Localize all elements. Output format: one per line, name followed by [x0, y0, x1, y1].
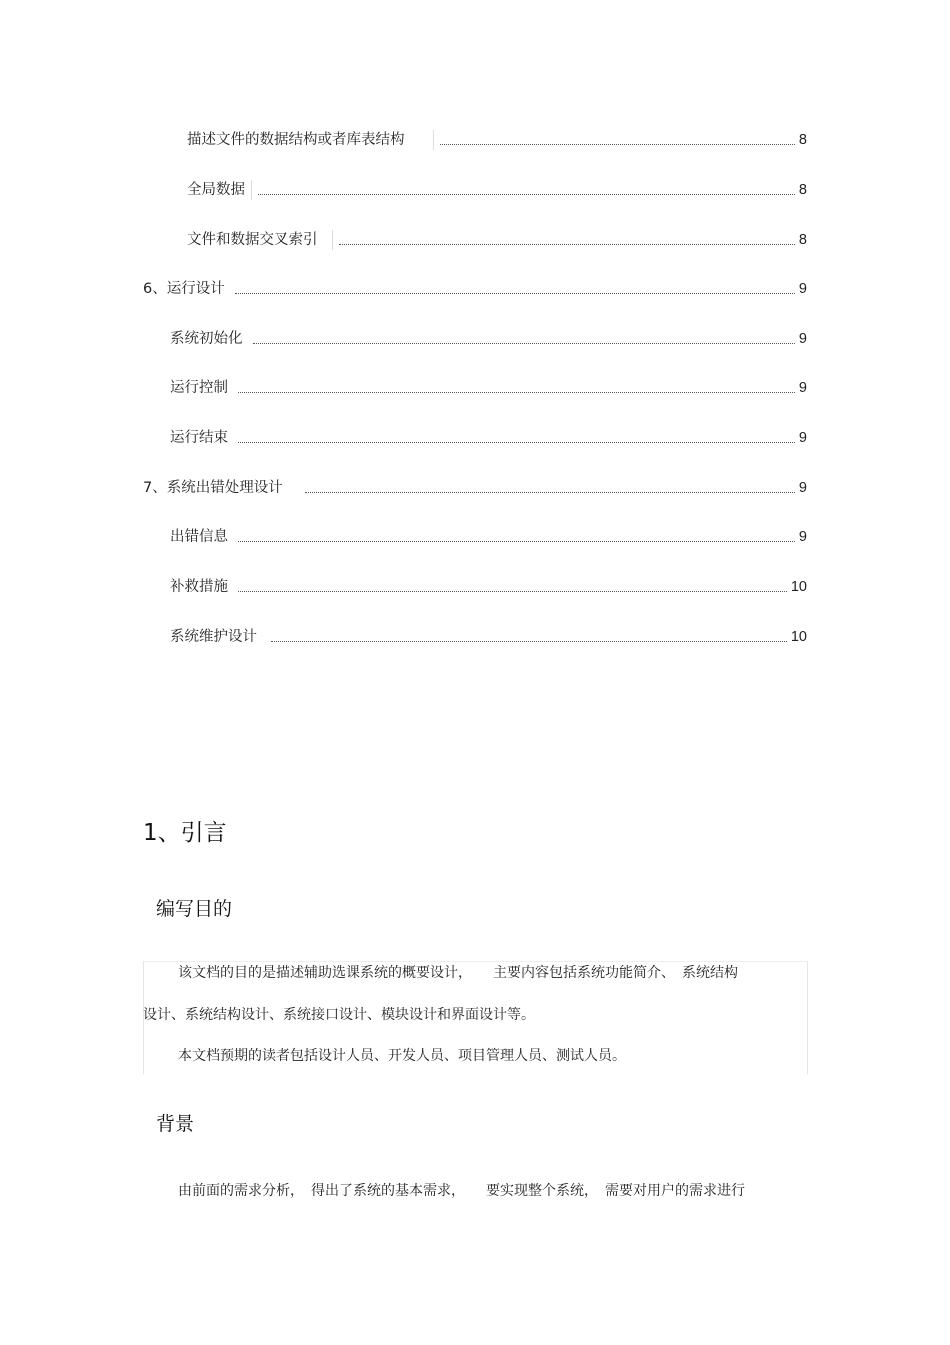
toc-page-number: 9 [798, 281, 807, 297]
toc-entry[interactable] [170, 327, 807, 349]
toc-entry[interactable] [187, 228, 807, 250]
toc-entry-label: 系统初始化 [170, 331, 243, 347]
toc-leader [305, 492, 795, 493]
toc-entry[interactable] [170, 575, 807, 597]
toc-page-number: 9 [798, 480, 807, 496]
section-title: 1、引言 [143, 820, 227, 846]
toc-entry-label: 运行控制 [170, 380, 228, 396]
toc-page-number: 10 [790, 629, 807, 645]
paragraph: 由前面的需求分析， 得出了系统的基本需求， 要实现整个系统， 需要对用户的需求进行 [178, 1183, 745, 1199]
paragraph: 本文档预期的读者包括设计人员、开发人员、项目管理人员、测试人员。 [178, 1048, 626, 1064]
toc-entry[interactable] [187, 178, 807, 200]
toc-page-number: 8 [798, 132, 807, 148]
subsection-heading-purpose: 编写目的 [156, 898, 233, 920]
toc-leader [258, 194, 795, 195]
toc-leader [238, 591, 787, 592]
toc-entry-label: 补救措施 [170, 579, 228, 595]
paragraph-line: 设计、系统结构设计、系统接口设计、模块设计和界面设计等。 [143, 1007, 535, 1023]
toc-leader [253, 343, 795, 344]
toc-entry-label: 运行结束 [170, 430, 228, 446]
toc-entry-label: 6、运行设计 [143, 281, 225, 297]
toc-entry-label: 出错信息 [170, 529, 228, 545]
toc-entry-label: 文件和数据交叉索引 [187, 230, 333, 250]
toc-leader [339, 244, 795, 245]
toc-leader [238, 392, 795, 393]
toc-entry[interactable] [170, 426, 807, 448]
toc-entry[interactable] [143, 277, 807, 299]
toc-entry-label: 全局数据 [187, 180, 252, 200]
toc-leader [440, 144, 795, 145]
toc-page-number: 8 [798, 232, 807, 248]
toc-entry[interactable] [170, 376, 807, 398]
toc-entry[interactable] [143, 476, 807, 498]
toc-page-number: 9 [798, 529, 807, 545]
toc-entry[interactable] [170, 525, 807, 547]
toc-leader [271, 641, 787, 642]
toc-page-number: 9 [798, 380, 807, 396]
toc-page-number: 10 [790, 579, 807, 595]
toc-page-number: 9 [798, 331, 807, 347]
toc-entry[interactable] [170, 625, 807, 647]
toc-entry[interactable] [187, 128, 807, 150]
toc-leader [235, 293, 795, 294]
toc-page-number: 9 [798, 430, 807, 446]
toc-entry-label: 描述文件的数据结构或者库表结构 [187, 130, 434, 150]
toc-leader [238, 541, 795, 542]
toc-entry-label: 系统维护设计 [170, 629, 257, 645]
toc-page-number: 8 [798, 182, 807, 198]
toc-leader [238, 442, 795, 443]
paragraph-line: 该文档的目的是描述辅助选课系统的概要设计， 主要内容包括系统功能简介、 系统结构 [178, 965, 738, 981]
toc-entry-label: 7、系统出错处理设计 [143, 480, 283, 496]
subsection-heading-background: 背景 [156, 1113, 195, 1135]
